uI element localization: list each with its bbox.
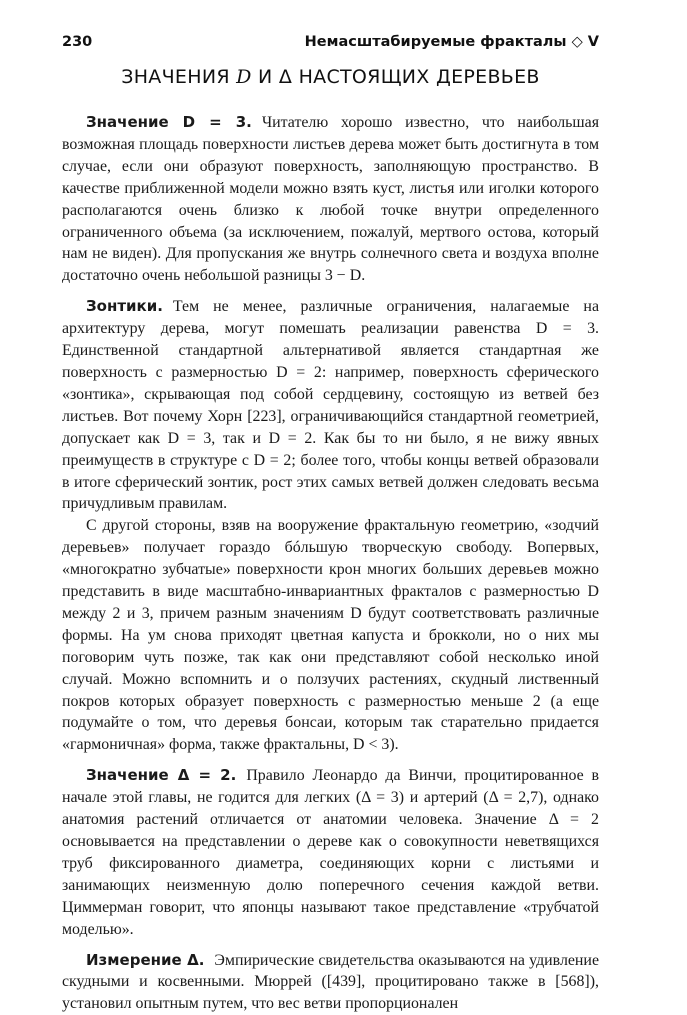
body-text [62,112,599,1015]
paragraph-fractal-geometry [62,515,599,756]
title-part: ЗНАЧЕНИЯ [121,66,237,88]
page-number: 230 [62,34,93,50]
paragraph-text: Читателю хорошо известно, что наибольшая возможная площадь поверхности листьев дерева может быть достигнута в том случае, если они образуют поверхность, заполняющую пространство. В качестве приближенной модели можно взять куст, листья или иголки которого располагаются очень близко к любой точке внутри определенного ограниченного объема (за исключением, пожалуй, мертвого остова, который нам не виден). Для пропускания же внутрь солнечного света и воздуха вполне достаточно очень небольшой разницы 3 − D. [62,114,599,285]
running-header [62,34,599,50]
paragraph-text: С другой стороны, взяв на вооружение фрактальную геометрию, «зодчий деревьев» получает гораздо бóльшую творческую свободу. Вопервых, «многократно зубчатые» поверхности крон многих больших деревьев можно представить в виде масштабно-инвариантных фракталов с размерностью D между 2 и 3, причем разным значениям D будут соответствовать различные формы. На ум снова приходят цветная капуста и брокколи, но о них мы поговорим чуть позже, так как они представляют собой несколько иной случай. Можно вспомнить и о ползучих растениях, скудный лиственный покров которых образует поверхность с размерностью меньше 2 (а еще подумайте о том, что деревья бонсаи, которым так старательно придается «гармоничная» форма, также фрактальны, D < 3). [62,517,599,754]
runin-heading: Значение D = 3. [86,113,252,131]
paragraph-umbrellas [62,296,599,515]
runin-heading: Зонтики. [86,297,163,316]
runin-heading: Измерение Δ. [86,950,205,969]
title-var-d: D [236,66,252,88]
running-title: Немасштабируемые фракталы ◇ V [304,34,599,50]
section-title [62,66,599,88]
runin-heading: Значение Δ = 2. [86,766,237,785]
title-part: И [251,66,279,88]
paragraph-text: Правило Леонардо да Винчи, процитированное в начале этой главы, не годится для легких (Δ = 3) и артерий (Δ = 2,7), однако анатомия растений отличается от анатомии человека. Значение Δ = 2 основывается на представлении о дереве как о совокупности неветвящихся труб фиксированного диаметра, соединяющих корни с листьями и занимающих неизменную долю поперечного сечения каждой ветви. Циммерман говорит, что японцы называют такое представление «трубчатой моделью». [62,767,600,938]
title-delta: Δ [278,66,293,88]
paragraph-measure-delta [62,950,599,1015]
title-part: НАСТОЯЩИХ ДЕРЕВЬЕВ [292,66,540,88]
paragraph-delta2 [62,765,599,940]
paragraph-text: Эмпирические свидетельства оказываются на удивление скудными и косвенными. Мюррей ([439], процитировано также в [568]), установил опытным путем, что вес ветви пропорционален [62,951,599,1013]
paragraph-d3 [62,112,599,287]
paragraph-text: Тем не менее, различные ограничения, налагаемые на архитектуру дерева, могут помешать реализации равенства D = 3. Единственной стандартной альтернативой является стандартная же поверхность с размерностью D = 2: например, поверхность сферического «зонтика», скрывающая под собой сердцевину, состоящую из ветвей без листьев. Вот почему Хорн [223], ограничивающийся стандартной геометрией, допускает как D = 3, так и D = 2. Как бы то ни было, я не вижу явных преимуществ в структуре с D = 2; более того, чтобы концы ветвей образовали в итоге сферический зонтик, рост этих самых ветвей должен следовать весьма причудливым правилам. [62,298,599,513]
